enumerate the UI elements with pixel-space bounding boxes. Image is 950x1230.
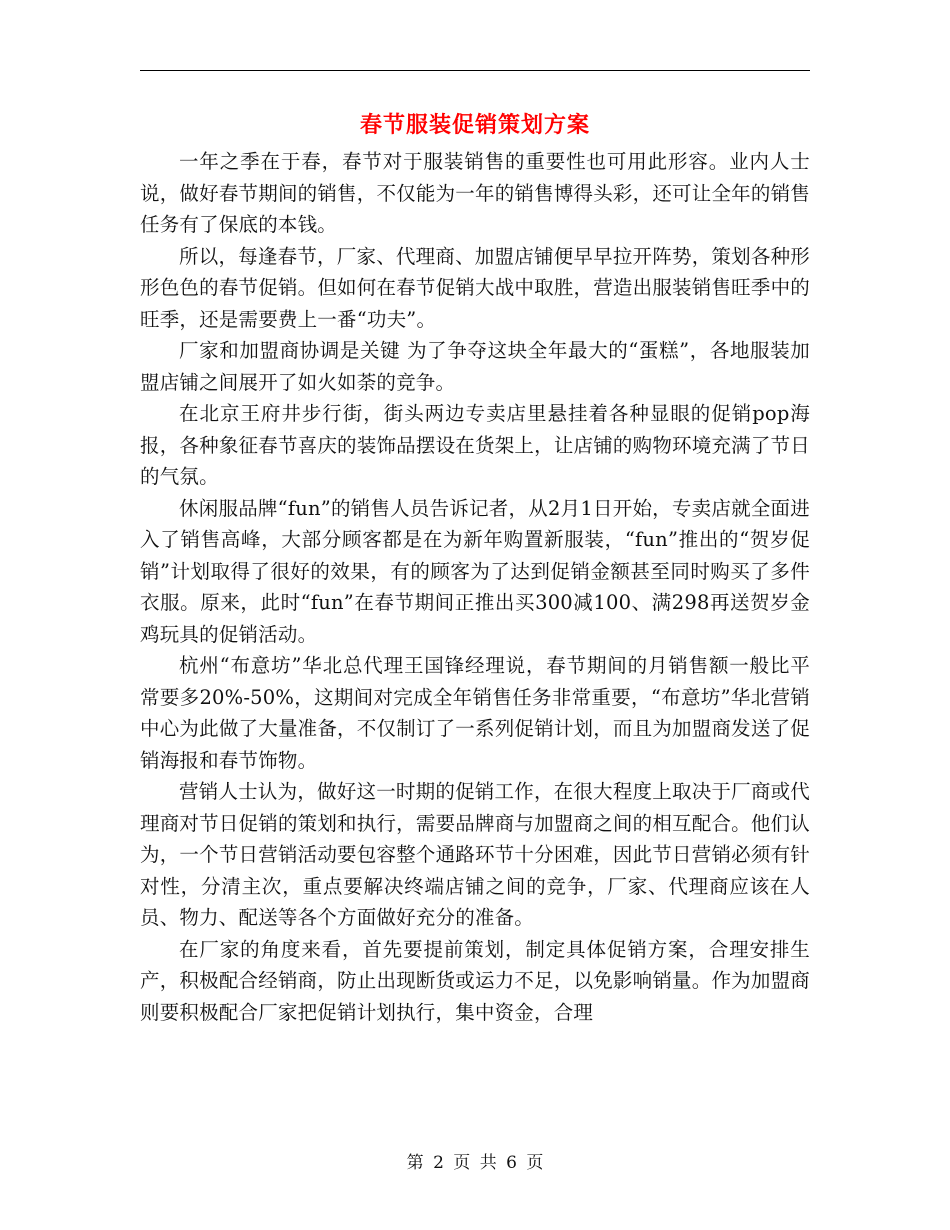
paragraph: 休闲服品牌“fun”的销售人员告诉记者，从2月1日开始，专卖店就全面进入了销售高峰，大部分顾客都是在为新年购置新服装，“fun”推出的“贺岁促销”计划取得了很好的效果，有的顾客为了达到促销金额甚至同时购买了多件衣服。原来，此时“fun”在春节期间正推出买300减100、满298再送贺岁金鸡玩具的促销活动。 (140, 496, 810, 646)
paragraph: 在厂家的角度来看，首先要提前策划，制定具体促销方案，合理安排生产，积极配合经销商，防止出现断货或运力不足，以免影响销量。作为加盟商则要积极配合厂家把促销计划执行，集中资金，合理 (140, 937, 810, 1024)
paragraph: 一年之季在于春，春节对于服装销售的重要性也可用此形容。业内人士 说，做好春节期间的销售，不仅能为一年的销售博得头彩，还可让全年的销售任务有了保底的本钱。 (140, 150, 810, 236)
paragraph: 在北京王府井步行街，街头两边专卖店里悬挂着各种显眼的促销pop海报，各种象征春节喜庆的装饰品摆设在货架上，让店铺的购物环境充满了节日的气氛。 (140, 402, 810, 488)
document-body (140, 146, 810, 1028)
page-number-footer: 第 2 页 共 6 页 (406, 1153, 544, 1173)
document-title: 春节服装促销策划方案 (359, 112, 590, 138)
paragraph: 营销人士认为，做好这一时期的促销工作，在很大程度上取决于厂商或代理商对节日促销的策划和执行，需要品牌商与加盟商之间的相互配合。他们认为，一个节日营销活动要包容整个通路环节十分困难，因此节日营销必须有针对性，分清主次，重点要解决终端店铺之间的竞争，厂家、代理商应该在人员、物力、配送等各个方面做好充分的准备。 (140, 780, 810, 929)
paragraph: 杭州“布意坊”华北总代理王国锋经理说，春节期间的月销售额一般比平常要多20%-50%，这期间对完成全年销售任务非常重要，“布意坊”华北营销中心为此做了大量准备，不仅制订了一系列促销计划，而且为加盟商发送了促销海报和春节饰物。 (140, 654, 810, 772)
header-rule (140, 70, 810, 71)
paragraph: 厂家和加盟商协调是关键 为了争夺这块全年最大的“蛋糕”，各地服装加盟店铺之间展开了如火如荼的竞争。 (140, 339, 810, 394)
paragraph: 所以，每逢春节，厂家、代理商、加盟店铺便早早拉开阵势，策划各种形形色色的春节促销。但如何在春节促销大战中取胜，营造出服装销售旺季中的旺季，还是需要费上一番“功夫”。 (140, 244, 810, 331)
